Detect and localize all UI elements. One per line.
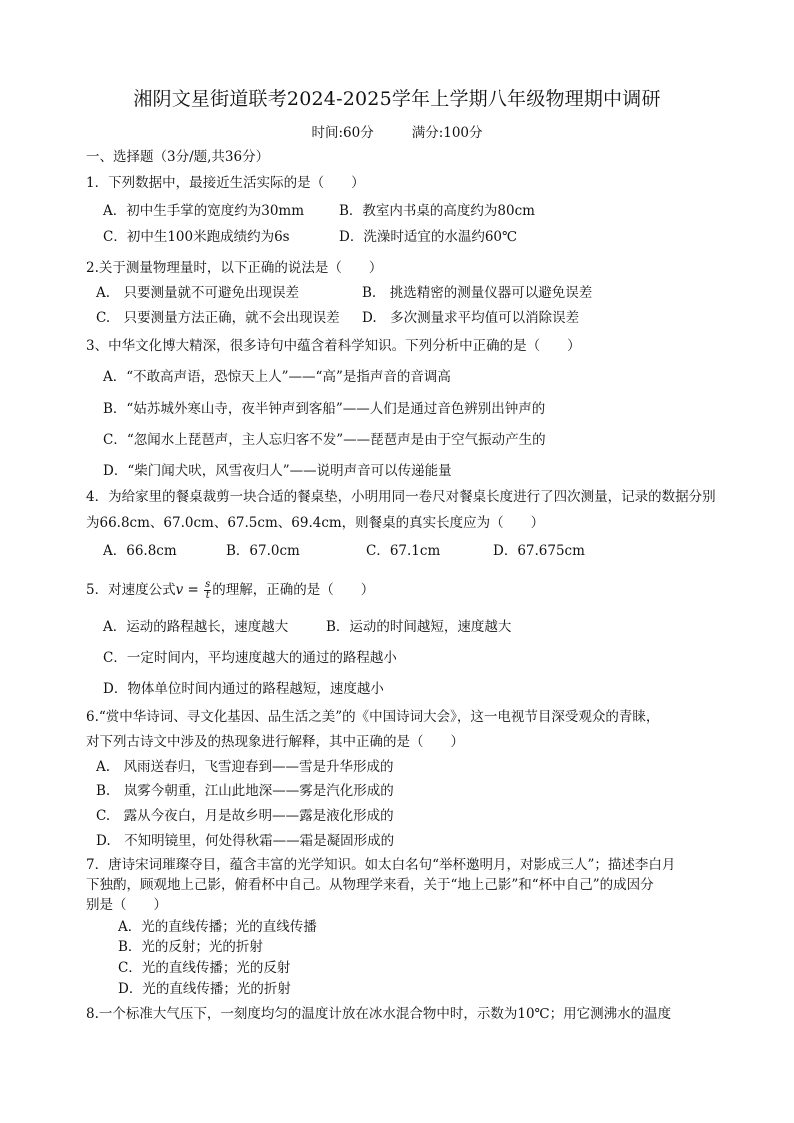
- q4-option-d: D．67.675cm: [493, 543, 585, 559]
- q5-formula-v: v: [175, 582, 184, 598]
- q2-option-d: D. 多次测量求平均值可以消除误差: [362, 310, 580, 326]
- q3-stem: 3、中华文化博大精深，很多诗句中蕴含着科学知识。下列分析中正确的是（ ）: [86, 338, 581, 354]
- q2-option-b: B. 挑选精密的测量仪器可以避免误差: [362, 285, 593, 301]
- q4-option-c: C．67.1cm: [366, 543, 441, 559]
- q3-option-a: A．“不敢高声语，恐惊天上人”——“高”是指声音的音调高: [103, 369, 451, 385]
- q4-stem-line1: 4．为给家里的餐桌裁剪一块合适的餐桌垫，小明用同一卷尺对餐桌长度进行了四次测量，记录的数据分别: [86, 489, 716, 505]
- q4-option-a: A．66.8cm: [103, 543, 177, 559]
- q4-stem-line2: 为66.8cm、67.0cm、67.5cm、69.4cm，则餐桌的真实长度应为（ ）: [86, 515, 545, 531]
- q5-option-b: B．运动的时间越短，速度越大: [326, 619, 512, 635]
- q3-option-b: B．“姑苏城外寒山寺，夜半钟声到客船”——人们是通过音色辨别出钟声的: [103, 401, 546, 417]
- q4-option-b: B．67.0cm: [226, 543, 300, 559]
- q7-option-c: C．光的直线传播；光的反射: [118, 960, 291, 976]
- q5-formula-equals: =: [183, 582, 204, 598]
- exam-subtitle: [0, 121, 794, 141]
- q1-option-b: B．教室内书桌的高度约为80cm: [339, 203, 535, 219]
- q5-option-c: C．一定时间内，平均速度越大的通过的路程越小: [103, 650, 397, 666]
- q1-option-a: A．初中生手掌的宽度约为30mm: [103, 203, 305, 219]
- q3-option-c: C．“忽闻水上琵琶声，主人忘归客不发”——琵琶声是由于空气振动产生的: [103, 432, 546, 448]
- q1-stem: 1．下列数据中，最接近生活实际的是（ ）: [86, 175, 365, 191]
- q2-option-c: C. 只要测量方法正确，就不会出现误差: [96, 310, 340, 326]
- q5-formula-fraction: [204, 580, 211, 601]
- q5-formula-denominator: t: [205, 590, 210, 601]
- q6-option-d: D. 不知明镜里，何处得秋霜——霜是凝固形成的: [96, 833, 395, 849]
- exam-score: 满分:100分: [411, 125, 483, 141]
- q5-stem-prefix: 5．对速度公式: [86, 582, 176, 598]
- q1-option-d: D．洗澡时适宜的水温约60℃: [339, 229, 518, 245]
- exam-title: 湘阴文星街道联考2024-2025学年上学期八年级物理期中调研: [133, 88, 661, 110]
- q7-option-d: D．光的直线传播；光的折射: [118, 981, 291, 997]
- q8-stem-line1: 8.一个标准大气压下，一刻度均匀的温度计放在冰水混合物中时，示数为10℃；用它测沸水的温度: [86, 1006, 672, 1022]
- q7-stem-line1: 7．唐诗宋词璀璨夺目，蕴含丰富的光学知识。如太白名句“举杯邀明月，对影成三人”；描述李白月: [86, 857, 676, 873]
- q6-stem-line2: 对下列古诗文中涉及的热现象进行解释，其中正确的是（ ）: [86, 734, 464, 750]
- q5-stem: [86, 580, 374, 601]
- q5-stem-suffix: 的理解，正确的是（ ）: [212, 582, 375, 598]
- q7-stem-line2: 下独酌，顾观地上己影，俯看杯中自己。从物理学来看，关于“地上己影”和“杯中自己”的成因分: [86, 877, 654, 893]
- q6-option-c: C. 露从今夜白，月是故乡明——露是液化形成的: [96, 808, 394, 824]
- q7-option-a: A．光的直线传播；光的直线传播: [118, 919, 317, 935]
- q1-option-c: C．初中生100米跑成绩约为6s: [103, 229, 290, 245]
- q7-option-b: B．光的反射；光的折射: [118, 939, 263, 955]
- q5-option-a: A．运动的路程越长，速度越大: [103, 619, 289, 635]
- q3-option-d: D．“柴门闻犬吠，风雪夜归人”——说明声音可以传递能量: [103, 463, 452, 479]
- q6-option-a: A. 风雨送春归，飞雪迎春到——雪是升华形成的: [96, 759, 394, 775]
- q2-stem: 2.关于测量物理量时，以下正确的说法是（ ）: [86, 260, 383, 276]
- q6-stem-line1: 6.“赏中华诗词、寻文化基因、品生活之美”的《中国诗词大会》，这一电视节目深受观众的青睐，: [86, 709, 660, 725]
- q5-formula-numerator: s: [205, 579, 211, 590]
- q5-option-d: D．物体单位时间内通过的路程越短，速度越小: [103, 681, 384, 697]
- q6-option-b: B. 岚雾今朝重，江山此地深——雾是汽化形成的: [96, 783, 394, 799]
- exam-time: 时间:60分: [311, 125, 374, 141]
- q2-option-a: A. 只要测量就不可避免出现误差: [96, 285, 300, 301]
- section-heading: 一、选择题（3分/题,共36分）: [86, 149, 270, 165]
- q7-stem-line3: 别是（ ）: [86, 897, 167, 913]
